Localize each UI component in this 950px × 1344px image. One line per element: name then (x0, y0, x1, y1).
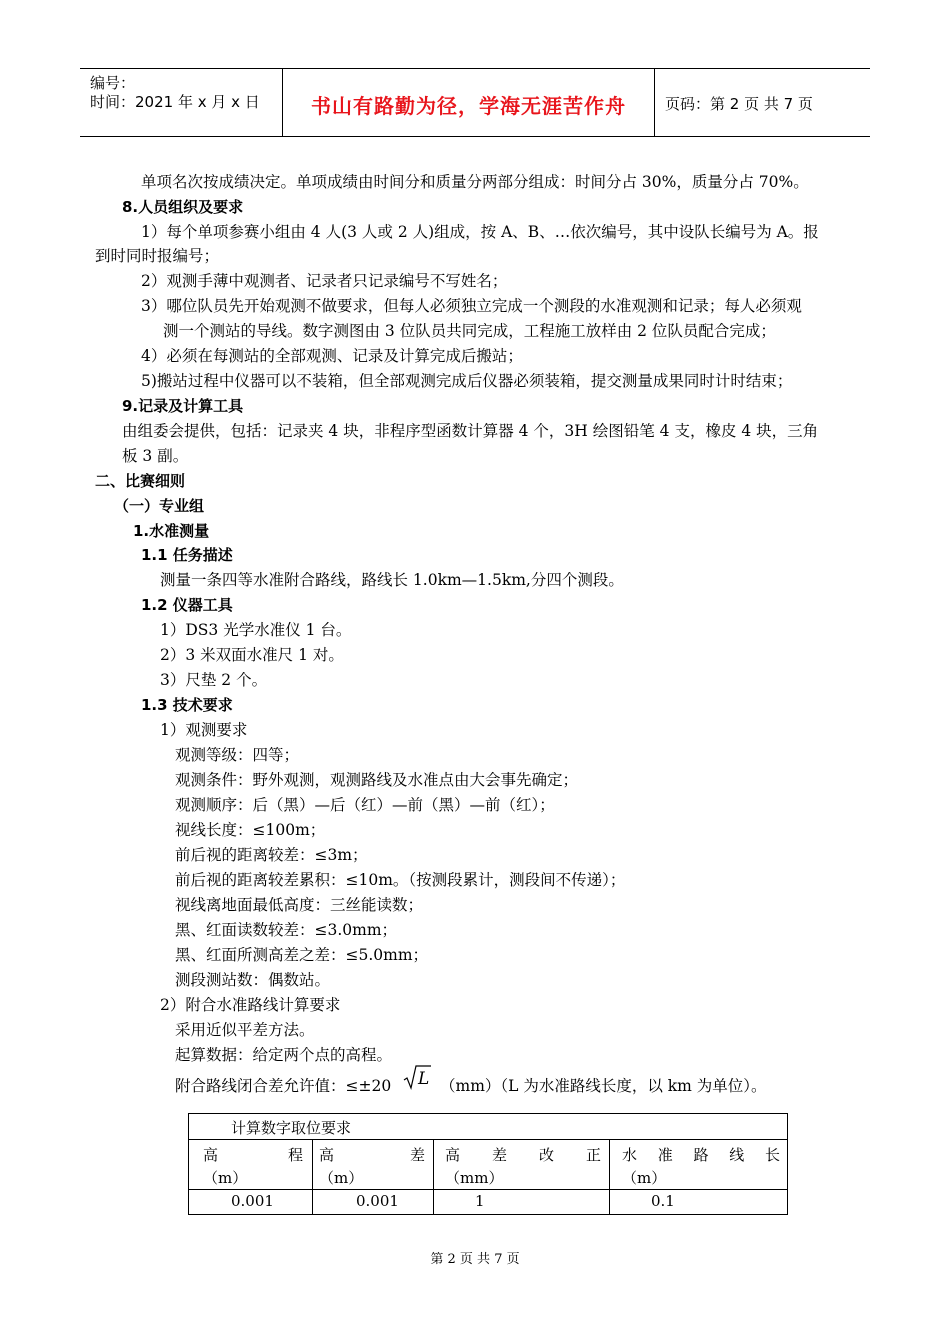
subsection-heading: 1.2 仪器工具 (141, 596, 233, 614)
header-motto: 书山有路勤为径，学海无涯苦作舟 (311, 94, 626, 118)
table-title-row (189, 1114, 787, 1140)
body-line: 5)搬站过程中仪器可以不装箱，但全部观测完成后仪器必须装箱，提交测量成果同时计时结束； (141, 372, 793, 390)
body-line: 到时同时报编号； (95, 247, 220, 265)
body-line: 黑、红面所测高差之差：≤5.0mm； (175, 946, 429, 964)
header-char: 高 (319, 1146, 335, 1164)
table-header-cell (445, 1144, 601, 1188)
table-title: 计算数字取位要求 (231, 1119, 352, 1137)
body-line: 观测顺序：后（黑）—后（红）—前（黑）—前（红）； (175, 796, 555, 814)
body-line: 2）观测手薄中观测者、记录者只记录编号不写姓名； (141, 272, 508, 290)
body-line: 3）哪位队员先开始观测不做要求，但每人必须独立完成一个测段的水准观测和记录；每人必须观 (141, 297, 802, 315)
body-line: 测段测站数：偶数站。 (175, 971, 331, 989)
formula-line-prefix: 附合路线闭合差允许值：≤±20 (175, 1077, 392, 1095)
header-unit: （m） (319, 1169, 364, 1187)
document-time-label: 时间：2021 年 x 月 x 日 (90, 93, 260, 111)
table-divider (433, 1140, 434, 1214)
header-char: 路 (693, 1146, 709, 1164)
section-heading: 1.水准测量 (133, 522, 210, 540)
table-cell: 1 (475, 1192, 485, 1210)
header-char: 高 (445, 1146, 461, 1164)
table-header-cell (203, 1144, 303, 1188)
body-line: 2）3 米双面水准尺 1 对。 (160, 646, 344, 664)
table-cell: 0.001 (231, 1192, 274, 1210)
body-line: 4）必须在每测站的全部观测、记录及计算完成后搬站； (141, 347, 523, 365)
header-motto-cell (283, 69, 655, 136)
header-char: 差 (409, 1146, 425, 1164)
header-char: 高 (203, 1146, 219, 1164)
precision-table (188, 1113, 788, 1215)
header-char: 差 (491, 1146, 507, 1164)
header-left-cell (80, 69, 283, 136)
body-line: 观测等级：四等； (175, 746, 300, 764)
section-heading: 9.记录及计算工具 (122, 397, 244, 415)
formula-variable: L (418, 1069, 430, 1089)
section-heading: 8.人员组织及要求 (122, 198, 244, 216)
body-line: 2）附合水准路线计算要求 (160, 996, 341, 1014)
header-char: 长 (764, 1146, 780, 1164)
formula-line-suffix: （mm）（L 为水准路线长度，以 km 为单位）。 (440, 1077, 767, 1095)
document-number-label: 编号： (90, 74, 136, 92)
body-line: 1）每个单项参赛小组由 4 人(3 人或 2 人)组成，按 A、B、…依次编号，其中设队长编号为 A。报 (141, 223, 819, 241)
body-line: 1）DS3 光学水准仪 1 台。 (160, 621, 352, 639)
header-page-number: 页码：第 2 页 共 7 页 (665, 95, 813, 113)
subsection-heading: 1.3 技术要求 (141, 696, 233, 714)
body-line: 单项名次按成绩决定。单项成绩由时间分和质量分两部分组成：时间分占 30%，质量分占 70%。 (141, 173, 809, 191)
chapter-heading: 二、比赛细则 (95, 472, 186, 490)
section-heading: （一）专业组 (114, 497, 205, 515)
body-line: 视线长度：≤100m； (175, 821, 326, 839)
header-page-cell (655, 69, 870, 136)
page-footer: 第 2 页 共 7 页 (430, 1252, 520, 1267)
body-line: 测量一条四等水准附合路线，路线长 1.0km—1.5km,分四个测段。 (160, 571, 624, 589)
square-root-symbol (403, 1064, 431, 1090)
table-cell: 0.1 (651, 1192, 675, 1210)
body-line: 由组委会提供，包括：记录夹 4 块，非程序型函数计算器 4 个，3H 绘图铅笔 4 支，橡皮 4 块，三角 (122, 422, 819, 440)
body-line: 1）观测要求 (160, 721, 248, 739)
header-char: 程 (287, 1146, 303, 1164)
header-unit: （m） (203, 1169, 248, 1187)
page-header (80, 68, 870, 137)
table-header-cell (319, 1144, 425, 1188)
table-cell: 0.001 (356, 1192, 399, 1210)
body-line: 观测条件：野外观测，观测路线及水准点由大会事先确定； (175, 771, 579, 789)
body-line: 采用近似平差方法。 (175, 1021, 315, 1039)
body-line: 测一个测站的导线。数字测图由 3 位队员共同完成，工程施工放样由 2 位队员配合完成； (163, 322, 776, 340)
table-header-cell (622, 1144, 780, 1188)
subsection-heading: 1.1 任务描述 (141, 546, 233, 564)
header-unit: （mm） (445, 1169, 504, 1187)
body-line: 板 3 副。 (122, 447, 189, 465)
body-line: 前后视的距离较差累积：≤10m。（按测段累计，测段间不传递）； (175, 871, 626, 889)
header-char: 水 (622, 1146, 638, 1164)
table-header-row (189, 1140, 787, 1190)
body-line: 视线离地面最低高度：三丝能读数； (175, 896, 424, 914)
header-char: 准 (657, 1146, 673, 1164)
header-char: 线 (729, 1146, 745, 1164)
table-divider (609, 1140, 610, 1214)
table-divider (312, 1140, 313, 1214)
body-line: 黑、红面读数较差：≤3.0mm； (175, 921, 398, 939)
header-char: 正 (585, 1146, 601, 1164)
body-line: 3）尺垫 2 个。 (160, 671, 268, 689)
table-value-row (189, 1190, 787, 1214)
body-line: 前后视的距离较差：≤3m； (175, 846, 368, 864)
header-char: 改 (538, 1146, 554, 1164)
body-line: 起算数据：给定两个点的高程。 (175, 1046, 393, 1064)
header-unit: （m） (622, 1169, 667, 1187)
